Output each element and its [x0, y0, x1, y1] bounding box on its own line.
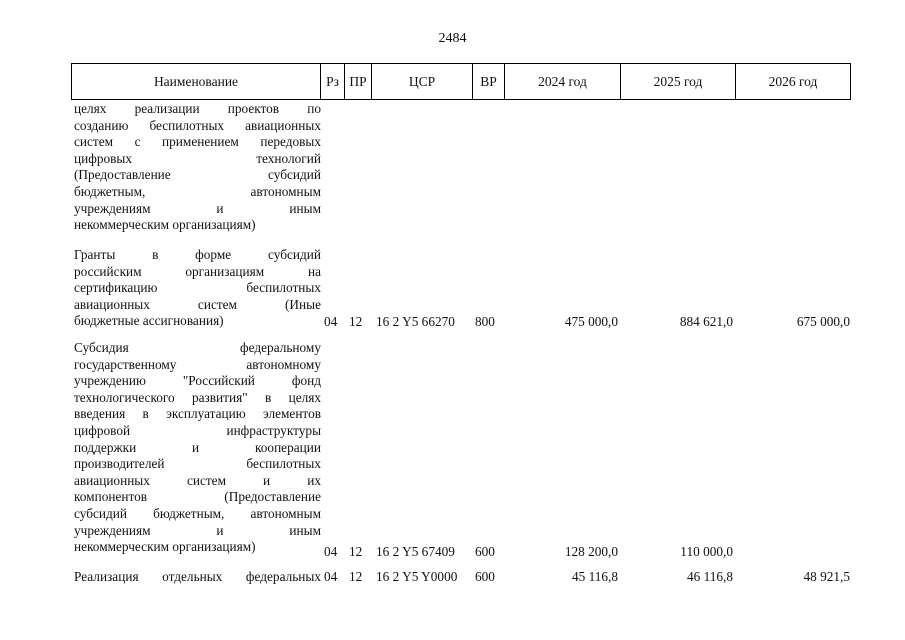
row-name-line: поддержки и кооперации [74, 439, 321, 455]
cell-vr: 600 [475, 569, 495, 584]
cell-pr: 12 [349, 544, 363, 559]
row-name [74, 247, 321, 330]
cell-2024: 128 200,0 [564, 544, 618, 559]
row-name-line: систем с применением передовых [74, 134, 321, 150]
column-header-vr: ВР [473, 64, 505, 99]
row-name-line: технологического развития" в целях [74, 389, 321, 405]
row-name-line: созданию беспилотных авиационных [74, 117, 321, 133]
cell-2024: 45 116,8 [571, 569, 618, 584]
column-header-rz: Рз [321, 64, 345, 99]
row-name-line: Субсидия федеральному [74, 340, 321, 355]
cell-rz: 04 [324, 314, 338, 329]
row-name-line: компонентов (Предоставление [74, 489, 321, 505]
cell-rz: 04 [324, 544, 338, 559]
table-header [71, 63, 851, 100]
row-name-line: бюджетные ассигнования) [74, 313, 224, 329]
cell-pr: 12 [349, 569, 363, 584]
cell-2025: 110 000,0 [680, 544, 733, 559]
row-name-line: производителей беспилотных [74, 456, 321, 472]
row-name-line: сертификацию беспилотных [74, 280, 321, 296]
row-name-line: (Предоставление субсидий [74, 167, 321, 183]
cell-csr: 16 2 Y5 67409 [376, 544, 455, 559]
row-name-line: введения в эксплуатацию элементов [74, 406, 321, 422]
row-name-line: Гранты в форме субсидий [74, 247, 321, 262]
cell-pr: 12 [349, 314, 363, 329]
column-header-2024: 2024 год [505, 64, 621, 99]
row-name-line: учреждениям и иным [74, 522, 321, 538]
row-name-line: авиационных систем (Иные [74, 296, 321, 312]
row-name-line: субсидий бюджетным, автономным [74, 505, 321, 521]
row-name [74, 101, 321, 234]
cell-csr: 16 2 Y5 Y0000 [376, 569, 458, 584]
cell-2024: 475 000,0 [564, 314, 618, 329]
cell-2025: 884 621,0 [679, 314, 733, 329]
page-number: 2484 [438, 31, 467, 46]
cell-csr: 16 2 Y5 66270 [376, 314, 455, 329]
column-header-csr: ЦСР [372, 64, 473, 99]
row-name-line: Реализация отдельных федеральных [74, 569, 321, 584]
cell-rz: 04 [324, 569, 338, 584]
row-name-line: некоммерческим организациям) [74, 539, 256, 555]
column-header-2025: 2025 год [621, 64, 736, 99]
cell-2025: 46 116,8 [686, 569, 733, 584]
row-name-line: авиационных систем и их [74, 472, 321, 488]
row-name-line: цифровой инфраструктуры [74, 422, 321, 438]
row-name-line: бюджетным, автономным [74, 183, 321, 199]
row-name-line: целях реализации проектов по [74, 101, 321, 116]
cell-2026: 48 921,5 [803, 569, 850, 584]
cell-2026: 675 000,0 [796, 314, 850, 329]
column-header-2026: 2026 год [768, 74, 818, 89]
column-header-pr: ПР [345, 64, 372, 99]
cell-vr: 600 [475, 544, 495, 559]
row-name-line: учреждению "Российский фонд [74, 373, 321, 389]
row-name-line: государственному автономному [74, 356, 321, 372]
column-header-name: Наименование [72, 64, 321, 99]
row-name-line: некоммерческим организациям) [74, 217, 256, 233]
row-name [74, 569, 321, 586]
cell-vr: 800 [475, 314, 495, 329]
row-name-line: учреждениям и иным [74, 200, 321, 216]
row-name-line: цифровых технологий [74, 150, 321, 166]
row-name [74, 340, 321, 556]
row-name-line: российским организациям на [74, 263, 321, 279]
